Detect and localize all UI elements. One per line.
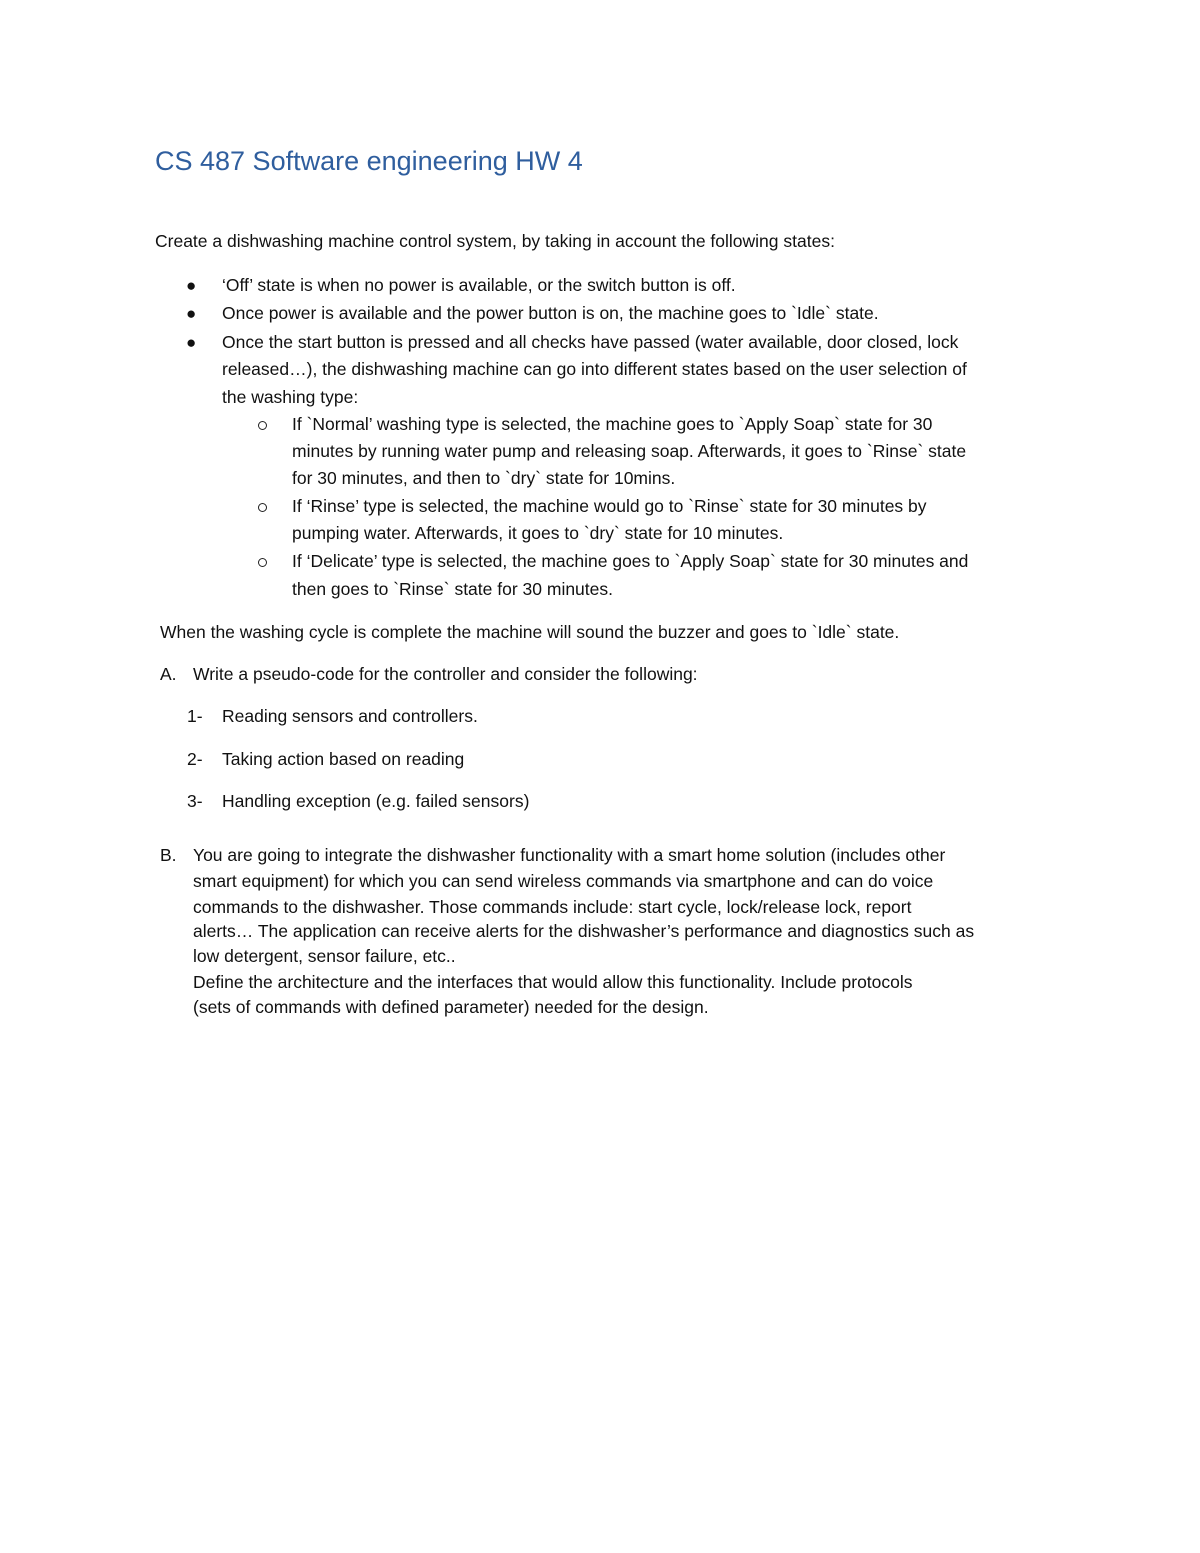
sub-bullet-line: If ‘Delicate’ type is selected, the machine goes to `Apply Soap` state for 30 minutes and [292,551,969,571]
bullet-item-continuation: the washing type: [222,387,359,407]
bullet-item: Once power is available and the power button is on, the machine goes to `Idle` state. [222,303,879,323]
bullet-item: Once the start button is pressed and all checks have passed (water available, door closed, lock [222,332,959,352]
intro-text: Create a dishwashing machine control system, by taking in account the following states: [155,231,835,251]
part-b-line: alerts… The application can receive alerts for the dishwasher’s performance and diagnostics such as [193,921,975,941]
sub-bullet-line: If ‘Rinse’ type is selected, the machine would go to `Rinse` state for 30 minutes by [292,496,927,516]
sub-bullet-line: minutes by running water pump and releasing soap. Afterwards, it goes to `Rinse` state [292,441,967,461]
part-b-line: low detergent, sensor failure, etc.. [193,946,456,966]
part-b-line: smart equipment) for which you can send wireless commands via smartphone and can do voice [193,871,934,891]
sub-bullet-line: for 30 minutes, and then to `dry` state for 10mins. [292,468,676,488]
sub-bullet-line: pumping water. Afterwards, it goes to `dry` state for 10 minutes. [292,523,784,543]
sub-bullet-line: If `Normal’ washing type is selected, the machine goes to `Apply Soap` state for 30 [292,414,933,434]
part-a-marker: A. [160,664,177,684]
part-b-line: You are going to integrate the dishwasher functionality with a smart home solution (includes other [193,845,946,865]
part-a-item-number: 1- [187,706,203,726]
hollow-circle-bullet-icon [258,558,267,567]
document-title: CS 487 Software engineering HW 4 [155,146,583,176]
part-a-item-number: 3- [187,791,203,811]
bullet-dot-icon: ● [186,304,197,323]
part-a-item: Reading sensors and controllers. [222,706,478,726]
part-b-line: Define the architecture and the interfaces that would allow this functionality. Include protocols [193,972,913,992]
part-a-text: Write a pseudo-code for the controller and consider the following: [193,664,698,684]
bullet-dot-icon: ● [186,333,197,352]
bullet-item: ‘Off’ state is when no power is available, or the switch button is off. [222,275,736,295]
hollow-circle-bullet-icon [258,421,267,430]
part-a-item: Handling exception (e.g. failed sensors) [222,791,530,811]
part-b-marker: B. [160,845,177,865]
sub-bullet-line: then goes to `Rinse` state for 30 minutes. [292,579,613,599]
bullet-item-continuation: released…), the dishwashing machine can go into different states based on the user selection of [222,359,967,379]
bullet-dot-icon: ● [186,276,197,295]
completion-text: When the washing cycle is complete the machine will sound the buzzer and goes to `Idle` state. [160,622,900,642]
part-a-item-number: 2- [187,749,203,769]
part-b-line: commands to the dishwasher. Those commands include: start cycle, lock/release lock, report [193,897,912,917]
part-a-item: Taking action based on reading [222,749,465,769]
part-b-line: (sets of commands with defined parameter) needed for the design. [193,997,709,1017]
hollow-circle-bullet-icon [258,503,267,512]
